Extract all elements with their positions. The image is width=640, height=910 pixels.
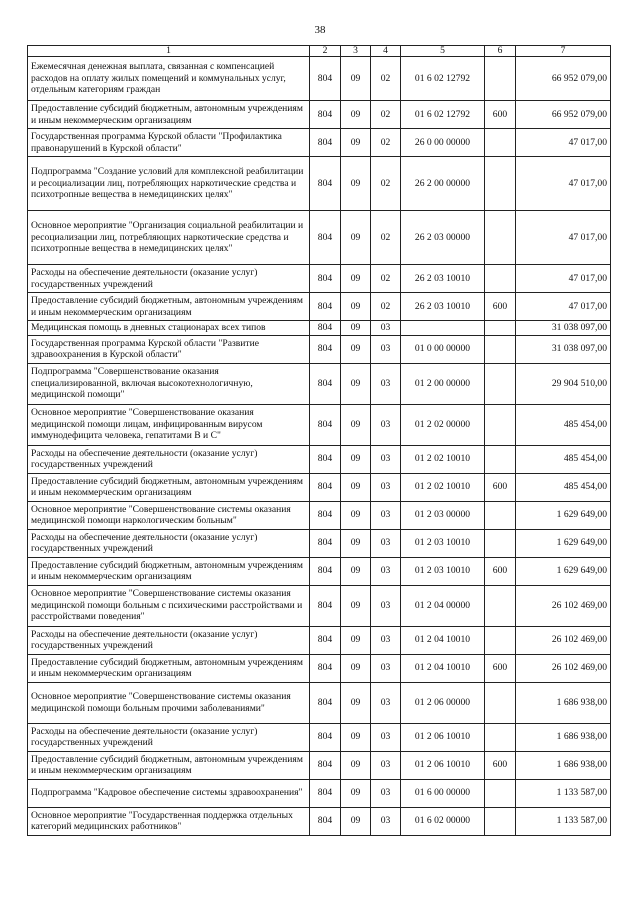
row-amount: 31 038 097,00 <box>516 321 611 336</box>
row-name: Основное мероприятие "Организация социальной реабилитации и ресоциализации лиц, потребляющих наркотические средства и психотропные вещества в немедицинских целях" <box>28 211 310 265</box>
row-name: Предоставление субсидий бюджетным, автономным учреждениям и иным некоммерческим организациям <box>28 654 310 682</box>
row-name: Предоставление субсидий бюджетным, автономным учреждениям и иным некоммерческим организациям <box>28 473 310 501</box>
row-target-article: 01 2 06 10010 <box>401 723 485 751</box>
row-amount: 47 017,00 <box>516 265 611 293</box>
row-code-3: 09 <box>341 265 371 293</box>
row-code-4: 02 <box>371 211 401 265</box>
row-code-4: 03 <box>371 501 401 529</box>
row-code-3: 09 <box>341 682 371 723</box>
row-target-article: 01 6 02 12792 <box>401 101 485 129</box>
row-amount: 1 133 587,00 <box>516 807 611 835</box>
row-code-3: 09 <box>341 211 371 265</box>
row-name: Государственная программа Курской области "Профилактика правонарушений в Курской области" <box>28 129 310 157</box>
row-code-3: 09 <box>341 473 371 501</box>
row-code-2: 804 <box>310 335 341 363</box>
row-code-4: 02 <box>371 293 401 321</box>
row-target-article: 01 2 03 10010 <box>401 529 485 557</box>
table-row <box>28 529 611 557</box>
column-number: 4 <box>371 46 401 57</box>
row-code-3: 09 <box>341 129 371 157</box>
row-expense-type <box>485 807 516 835</box>
row-target-article: 01 0 00 00000 <box>401 335 485 363</box>
row-target-article: 01 2 06 00000 <box>401 682 485 723</box>
row-code-2: 804 <box>310 363 341 404</box>
row-target-article: 01 6 02 12792 <box>401 57 485 101</box>
table-row <box>28 363 611 404</box>
row-name: Расходы на обеспечение деятельности (оказание услуг) государственных учреждений <box>28 723 310 751</box>
row-expense-type: 600 <box>485 751 516 779</box>
row-name: Основное мероприятие "Совершенствование системы оказания медицинской помощи больным с психическими расстройствами и расстройствами поведения" <box>28 585 310 626</box>
column-number: 2 <box>310 46 341 57</box>
row-name: Основное мероприятие "Государственная поддержка отдельных категорий медицинских работников" <box>28 807 310 835</box>
row-target-article: 01 2 04 00000 <box>401 585 485 626</box>
row-code-3: 09 <box>341 101 371 129</box>
row-code-4: 02 <box>371 157 401 211</box>
table-row <box>28 626 611 654</box>
row-target-article: 01 2 04 10010 <box>401 654 485 682</box>
row-code-3: 09 <box>341 585 371 626</box>
column-number: 3 <box>341 46 371 57</box>
row-expense-type: 600 <box>485 101 516 129</box>
table-row <box>28 473 611 501</box>
row-code-4: 03 <box>371 626 401 654</box>
row-code-3: 09 <box>341 57 371 101</box>
row-code-2: 804 <box>310 682 341 723</box>
row-code-2: 804 <box>310 321 341 336</box>
row-name: Основное мероприятие "Совершенствование оказания медицинской помощи лицам, инфицированным вирусом иммунодефицита человека, гепатитами В и С" <box>28 404 310 445</box>
table-row <box>28 723 611 751</box>
row-expense-type <box>485 265 516 293</box>
row-code-3: 09 <box>341 363 371 404</box>
table-row <box>28 265 611 293</box>
row-code-4: 03 <box>371 807 401 835</box>
row-code-2: 804 <box>310 473 341 501</box>
row-amount: 47 017,00 <box>516 129 611 157</box>
row-code-2: 804 <box>310 211 341 265</box>
row-code-2: 804 <box>310 654 341 682</box>
row-expense-type: 600 <box>485 654 516 682</box>
row-amount: 485 454,00 <box>516 473 611 501</box>
table-row <box>28 293 611 321</box>
row-amount: 1 133 587,00 <box>516 779 611 807</box>
table-row <box>28 654 611 682</box>
row-expense-type: 600 <box>485 473 516 501</box>
column-number: 6 <box>485 46 516 57</box>
row-expense-type <box>485 626 516 654</box>
row-code-4: 03 <box>371 529 401 557</box>
table-row <box>28 501 611 529</box>
row-amount: 1 686 938,00 <box>516 723 611 751</box>
row-name: Основное мероприятие "Совершенствование системы оказания медицинской помощи наркологическим больным" <box>28 501 310 529</box>
row-code-4: 03 <box>371 723 401 751</box>
row-code-4: 03 <box>371 779 401 807</box>
row-code-2: 804 <box>310 445 341 473</box>
row-expense-type <box>485 723 516 751</box>
row-code-2: 804 <box>310 807 341 835</box>
budget-table-body <box>28 46 611 836</box>
row-code-3: 09 <box>341 335 371 363</box>
row-name: Основное мероприятие "Совершенствование системы оказания медицинской помощи больным прочими заболеваниями" <box>28 682 310 723</box>
table-row <box>28 129 611 157</box>
row-code-4: 03 <box>371 682 401 723</box>
row-name: Расходы на обеспечение деятельности (оказание услуг) государственных учреждений <box>28 445 310 473</box>
row-code-4: 03 <box>371 654 401 682</box>
row-target-article: 01 2 04 10010 <box>401 626 485 654</box>
row-code-2: 804 <box>310 751 341 779</box>
row-code-4: 03 <box>371 404 401 445</box>
row-amount: 1 629 649,00 <box>516 557 611 585</box>
row-name: Предоставление субсидий бюджетным, автономным учреждениям и иным некоммерческим организациям <box>28 557 310 585</box>
row-amount: 66 952 079,00 <box>516 57 611 101</box>
column-number-row <box>28 46 611 57</box>
row-amount: 485 454,00 <box>516 445 611 473</box>
row-amount: 47 017,00 <box>516 157 611 211</box>
row-target-article: 01 2 02 10010 <box>401 473 485 501</box>
row-code-2: 804 <box>310 129 341 157</box>
row-amount: 1 629 649,00 <box>516 501 611 529</box>
table-row <box>28 404 611 445</box>
row-amount: 29 904 510,00 <box>516 363 611 404</box>
row-code-3: 09 <box>341 529 371 557</box>
table-row <box>28 335 611 363</box>
table-row <box>28 807 611 835</box>
row-code-2: 804 <box>310 529 341 557</box>
row-code-4: 03 <box>371 363 401 404</box>
row-target-article: 26 0 00 00000 <box>401 129 485 157</box>
budget-table <box>27 45 611 836</box>
row-code-2: 804 <box>310 157 341 211</box>
row-expense-type: 600 <box>485 293 516 321</box>
row-target-article: 26 2 00 00000 <box>401 157 485 211</box>
row-code-2: 804 <box>310 293 341 321</box>
row-amount: 485 454,00 <box>516 404 611 445</box>
table-row <box>28 779 611 807</box>
row-code-4: 03 <box>371 445 401 473</box>
table-row <box>28 321 611 336</box>
table-row <box>28 211 611 265</box>
row-name: Подпрограмма "Создание условий для комплексной реабилитации и ресоциализации лиц, потребляющих наркотические средства и психотропные вещества в немедицинских целях" <box>28 157 310 211</box>
row-expense-type <box>485 129 516 157</box>
table-row <box>28 445 611 473</box>
row-amount: 26 102 469,00 <box>516 585 611 626</box>
row-code-2: 804 <box>310 101 341 129</box>
row-amount: 1 686 938,00 <box>516 682 611 723</box>
table-row <box>28 585 611 626</box>
row-expense-type <box>485 682 516 723</box>
row-code-4: 03 <box>371 321 401 336</box>
row-amount: 66 952 079,00 <box>516 101 611 129</box>
row-target-article: 26 2 03 10010 <box>401 293 485 321</box>
row-amount: 47 017,00 <box>516 211 611 265</box>
row-target-article: 01 2 02 00000 <box>401 404 485 445</box>
row-target-article: 01 2 03 10010 <box>401 557 485 585</box>
row-expense-type <box>485 585 516 626</box>
row-target-article <box>401 321 485 336</box>
row-name: Расходы на обеспечение деятельности (оказание услуг) государственных учреждений <box>28 626 310 654</box>
row-code-2: 804 <box>310 626 341 654</box>
row-code-3: 09 <box>341 779 371 807</box>
row-amount: 31 038 097,00 <box>516 335 611 363</box>
row-expense-type <box>485 445 516 473</box>
row-expense-type <box>485 501 516 529</box>
row-name: Расходы на обеспечение деятельности (оказание услуг) государственных учреждений <box>28 265 310 293</box>
row-code-4: 02 <box>371 265 401 293</box>
row-target-article: 01 2 03 00000 <box>401 501 485 529</box>
row-code-4: 03 <box>371 585 401 626</box>
row-name: Государственная программа Курской области "Развитие здравоохранения в Курской области" <box>28 335 310 363</box>
row-code-4: 03 <box>371 557 401 585</box>
row-code-3: 09 <box>341 626 371 654</box>
row-code-2: 804 <box>310 557 341 585</box>
row-code-2: 804 <box>310 265 341 293</box>
row-code-3: 09 <box>341 445 371 473</box>
row-code-3: 09 <box>341 751 371 779</box>
row-code-2: 804 <box>310 585 341 626</box>
row-code-3: 09 <box>341 807 371 835</box>
row-name: Подпрограмма "Совершенствование оказания специализированной, включая высокотехнологичную, медицинской помощи" <box>28 363 310 404</box>
row-code-4: 03 <box>371 473 401 501</box>
row-code-2: 804 <box>310 723 341 751</box>
row-target-article: 01 2 00 00000 <box>401 363 485 404</box>
table-row <box>28 101 611 129</box>
row-code-3: 09 <box>341 501 371 529</box>
row-target-article: 26 2 03 00000 <box>401 211 485 265</box>
row-expense-type <box>485 363 516 404</box>
row-target-article: 26 2 03 10010 <box>401 265 485 293</box>
row-code-4: 02 <box>371 57 401 101</box>
row-expense-type <box>485 404 516 445</box>
row-expense-type: 600 <box>485 557 516 585</box>
row-name: Расходы на обеспечение деятельности (оказание услуг) государственных учреждений <box>28 529 310 557</box>
row-code-2: 804 <box>310 57 341 101</box>
row-expense-type <box>485 779 516 807</box>
column-number: 1 <box>28 46 310 57</box>
row-code-3: 09 <box>341 654 371 682</box>
row-name: Подпрограмма "Кадровое обеспечение системы здравоохранения" <box>28 779 310 807</box>
row-code-2: 804 <box>310 404 341 445</box>
row-amount: 26 102 469,00 <box>516 626 611 654</box>
page-number: 38 <box>314 24 326 36</box>
row-name: Предоставление субсидий бюджетным, автономным учреждениям и иным некоммерческим организациям <box>28 101 310 129</box>
row-expense-type <box>485 157 516 211</box>
column-number: 5 <box>401 46 485 57</box>
row-code-4: 03 <box>371 335 401 363</box>
row-expense-type <box>485 335 516 363</box>
table-row <box>28 57 611 101</box>
row-name: Предоставление субсидий бюджетным, автономным учреждениям и иным некоммерческим организациям <box>28 293 310 321</box>
row-code-4: 03 <box>371 751 401 779</box>
row-code-4: 02 <box>371 129 401 157</box>
row-name: Медицинская помощь в дневных стационарах всех типов <box>28 321 310 336</box>
row-amount: 47 017,00 <box>516 293 611 321</box>
row-expense-type <box>485 321 516 336</box>
row-code-3: 09 <box>341 321 371 336</box>
row-code-2: 804 <box>310 501 341 529</box>
row-target-article: 01 2 06 10010 <box>401 751 485 779</box>
table-row <box>28 557 611 585</box>
row-expense-type <box>485 211 516 265</box>
row-code-4: 02 <box>371 101 401 129</box>
row-target-article: 01 6 00 00000 <box>401 779 485 807</box>
row-expense-type <box>485 57 516 101</box>
table-row <box>28 157 611 211</box>
row-code-2: 804 <box>310 779 341 807</box>
table-row <box>28 751 611 779</box>
row-amount: 1 686 938,00 <box>516 751 611 779</box>
row-name: Ежемесячная денежная выплата, связанная с компенсацией расходов на оплату жилых помещений и коммунальных услуг, отдельным категориям граждан <box>28 57 310 101</box>
row-code-3: 09 <box>341 557 371 585</box>
row-name: Предоставление субсидий бюджетным, автономным учреждениям и иным некоммерческим организациям <box>28 751 310 779</box>
column-number: 7 <box>516 46 611 57</box>
row-target-article: 01 2 02 10010 <box>401 445 485 473</box>
row-code-3: 09 <box>341 723 371 751</box>
row-code-3: 09 <box>341 293 371 321</box>
row-target-article: 01 6 02 00000 <box>401 807 485 835</box>
row-code-3: 09 <box>341 404 371 445</box>
row-amount: 26 102 469,00 <box>516 654 611 682</box>
row-amount: 1 629 649,00 <box>516 529 611 557</box>
row-code-3: 09 <box>341 157 371 211</box>
row-expense-type <box>485 529 516 557</box>
table-row <box>28 682 611 723</box>
